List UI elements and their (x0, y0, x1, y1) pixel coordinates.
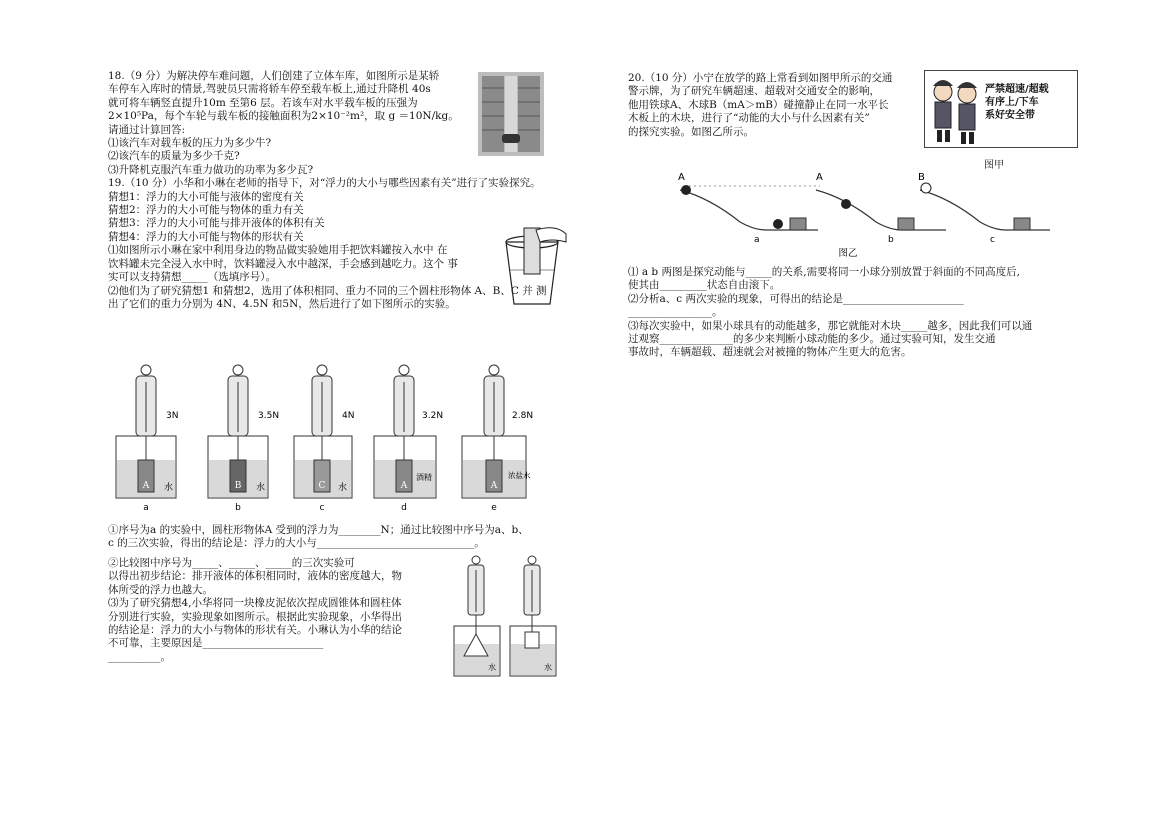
warning-sign (924, 70, 1078, 148)
ball-label: B (918, 172, 925, 183)
q19-guess: 猜想3：浮力的大小可能与排开液体的体积有关 (108, 217, 325, 230)
q18-title: 18.（9 分）为解决停车难问题，人们创建了立体车库，如图所示是某轿 (108, 70, 440, 82)
sign-line: 严禁超速/超载 (985, 84, 1049, 95)
beaker-b (208, 365, 279, 513)
q19-sub2: 以得出初步结论：排开液体的体积相同时，液体的密度越大，物 (108, 570, 402, 583)
ball-label: A (678, 172, 685, 183)
ramp-caption: a (754, 235, 760, 245)
ramp-caption: b (888, 235, 894, 245)
beaker-caption: c (319, 503, 325, 513)
ball-label: A (816, 172, 823, 183)
beaker-liquid-label: 水 (338, 483, 348, 493)
beaker-d (374, 365, 443, 513)
q19-guess: 猜想4：浮力的大小可能与物体的形状有关 (108, 230, 304, 243)
q18-line: 请通过计算回答: (108, 123, 186, 136)
scale-reading: 4N (342, 411, 355, 421)
q18-line: 就可将车辆竖直提升10m 至第6 层。若该车对水平载车板的压强为 (108, 96, 418, 109)
q20-p3: 过观察______________的多少来判断小球动能的多少。通过实验可知，发生交通 (628, 333, 996, 346)
fig2-caption: 图乙 (838, 248, 858, 258)
scale-reading: 2.8N (512, 411, 534, 421)
q20-line: 警示牌，为了研究车辆超速、超载对交通安全的影响， (628, 85, 880, 98)
q20-line: 20.（10 分）小宁在放学的路上常看到如图甲所示的交通 (628, 72, 893, 84)
sign-line: 有序上/下车 (985, 97, 1039, 108)
q18-line: 车停车入库时的情景,驾驶员只需将轿车停至载车板上,通过升降机 40s (108, 83, 431, 96)
scale-reading: 3.5N (258, 411, 280, 421)
q19-sub2: ②比较图中序号为_____、_____、_____的三次实验可 (108, 557, 355, 569)
beaker-e (462, 365, 533, 513)
q19-sub2: 体所受的浮力也越大。 (108, 583, 213, 596)
beaker-liquid-label: 浓盐水 (508, 471, 531, 480)
q19-part1: 实可以支持猜想_____（选填序号）。 (108, 271, 276, 284)
q19-sub1: ①序号为a 的实验中，圆柱形物体A 受到的浮力为________N；通过比较图中序号为a、b、 (108, 524, 529, 536)
q20-line: 他用铁球A、木球B（mA＞mB）碰撞静止在同一水平长 (628, 98, 889, 111)
q19-guess: 猜想2：浮力的大小可能与物体的重力有关 (108, 204, 304, 217)
q19-part3: __________。 (108, 650, 171, 663)
q19-part2: ⑵他们为了研究猜想1 和猜想2，选用了体积相同、重力不同的三个圆柱形物体 A、B、C 并 测 (108, 284, 547, 297)
q19-title: 19.（10 分）小华和小琳在老师的指导下，对“浮力的大小与哪些因素有关”进行了实验探究。 (108, 177, 541, 190)
q19-part3: 分别进行实验，实验现象如图所示。根据此实验现象，小华得出 (108, 610, 402, 623)
ramp-c (918, 172, 1050, 245)
beaker-object-label: A (490, 481, 498, 491)
q20-questions (628, 266, 1098, 360)
fig1-caption: 图甲 (984, 160, 1004, 171)
q20-line: 的探究实验。如图乙所示。 (628, 125, 754, 138)
q20-p3: ⑶每次实验中，如果小球具有的动能越多，那它就能对木块_____越多，因此我们可以通 (628, 319, 1033, 332)
q19-part2: 出了它们的重力分别为 4N、4.5N 和5N，然后进行了如下图所示的实验。 (108, 297, 456, 310)
scale-reading: 3N (166, 411, 179, 421)
buoyancy-beaker-figure (108, 360, 578, 515)
beaker-object-label: A (142, 481, 150, 491)
q19-part1: 饮料罐未完全浸入水中时，饮料罐浸入水中越深，手会感到越吃力。这个 事 (108, 257, 458, 270)
beaker-a (116, 365, 178, 513)
q19-sub2-block (108, 557, 468, 664)
beaker-object-label: A (400, 481, 408, 491)
beaker-caption: e (491, 503, 497, 513)
q19-part3: ⑶为了研究猜想4,小华将同一块橡皮泥依次捏成圆锥体和圆柱体 (108, 597, 402, 610)
q18-line: 2×10⁵Pa，每个车轮与载车板的接触面积为2×10⁻²m²，取 g ＝10N/kg。 (108, 110, 459, 123)
parking-garage-photo (478, 72, 544, 156)
beaker-c (294, 365, 354, 513)
q19-sub1: c 的三次实验，得出的结论是：浮力的大小与______________________________。 (108, 537, 485, 550)
beaker-object-label: B (234, 481, 242, 491)
beaker-caption: a (143, 503, 149, 513)
q19-part3: 的结论是：浮力的大小与物体的形状有关。小琳认为小华的结论 (108, 624, 402, 637)
beaker-liquid-label: 水 (256, 483, 266, 493)
q20-p2: ________________。 (628, 306, 723, 319)
sign-line: 系好安全带 (985, 110, 1035, 121)
ramp-experiment-figure (670, 168, 1050, 258)
q19-part1: ⑴如图所示小琳在家中利用身边的物品做实验她用手把饮料罐按入水中 在 (108, 244, 448, 257)
police-icon (927, 72, 983, 146)
ramp-a (678, 172, 820, 245)
beaker-liquid-label: 酒精 (416, 473, 432, 482)
q20-p3: 事故时，车辆超载、超速就会对被撞的物体产生更大的危害。 (628, 346, 912, 359)
shape-liquid-label: 水 (488, 663, 496, 672)
beaker-caption: d (401, 503, 407, 513)
scale-reading: 3.2N (422, 411, 444, 421)
beaker-object-label: C (318, 481, 326, 491)
q18-line: ⑵该汽车的质量为多少千克? (108, 150, 240, 163)
shape-experiment-figure (452, 554, 562, 680)
q18-line: ⑶升降机克服汽车重力做功的功率为多少瓦? (108, 163, 314, 176)
q20-line: 木板上的木块，进行了“动能的大小与什么因素有关” (628, 112, 870, 125)
beaker-caption: b (235, 503, 241, 513)
q20-p1: 使其由_________状态自由滚下。 (628, 279, 781, 292)
q19-sub1-block (108, 524, 578, 551)
can-bucket-figure (496, 220, 568, 310)
q20-p1: ⑴ a b 两图是探究动能与_____的关系,需要将同一小球分别放置于斜面的不同高度后, (628, 266, 1020, 278)
q20-p2: ⑵分析a、c 两次实验的现象，可得出的结论是_______________________ (628, 292, 964, 305)
ramp-caption: c (990, 235, 995, 245)
shape-liquid-label: 水 (544, 663, 552, 672)
q19-guess: 猜想1：浮力的大小可能与液体的密度有关 (108, 190, 304, 203)
q19-part3: 不可靠，主要原因是_______________________ (108, 637, 324, 650)
q18-line: ⑴该汽车对载车板的压力为多少牛? (108, 137, 272, 150)
beaker-liquid-label: 水 (164, 483, 174, 493)
